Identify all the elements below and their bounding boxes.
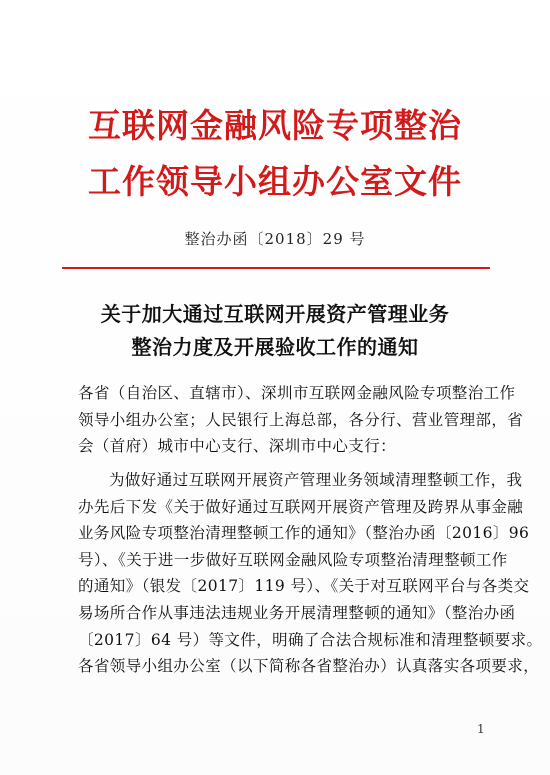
body-line: 的通知》（银发〔2017〕119 号）、《关于对互联网平台与各类交 bbox=[78, 577, 530, 596]
document-number: 整治办函〔2018〕29 号 bbox=[184, 230, 366, 248]
body-paragraph bbox=[78, 467, 543, 680]
body-line: 易场所合作从事违法违规业务开展清理整顿的通知》（整治办函 bbox=[78, 603, 516, 622]
notice-title-line-1: 关于加大通过互联网开展资产管理业务 bbox=[100, 302, 450, 326]
notice-title-line-2: 整治力度及开展验收工作的通知 bbox=[131, 335, 419, 359]
page-number: 1 bbox=[477, 722, 485, 736]
red-divider-line bbox=[62, 267, 490, 269]
body-line: 号）、《关于进一步做好互联网金融风险专项整治清理整顿工作 bbox=[78, 550, 508, 569]
body-line: 各省领导小组办公室（以下简称各省整治办）认真落实各项要求， bbox=[78, 657, 540, 676]
body-line: 业务风险专项整治清理整顿工作的通知》（整治办函〔2016〕96 bbox=[78, 524, 530, 543]
body-line: 办先后下发《关于做好通过互联网开展资产管理及跨界从事金融 bbox=[78, 497, 524, 516]
body-line: 为做好通过互联网开展资产管理业务领域清理整顿工作，我 bbox=[109, 471, 523, 489]
header-title-line-1: 互联网金融风险专项整治 bbox=[88, 106, 462, 145]
addressee-block bbox=[78, 380, 524, 460]
body-line: 〔2017〕64 号）等文件，明确了合法合规标准和清理整顿要求。 bbox=[78, 630, 543, 649]
addressee-line: 会（首府）城市中心支行、深圳市中心支行： bbox=[78, 437, 397, 456]
addressee-line: 各省（自治区、直辖市）、深圳市互联网金融风险专项整治工作 bbox=[78, 384, 516, 402]
header-title-line-2: 工作领导小组办公室文件 bbox=[88, 162, 462, 201]
addressee-line: 领导小组办公室；人民银行上海总部，各分行、营业管理部，省 bbox=[78, 410, 524, 429]
